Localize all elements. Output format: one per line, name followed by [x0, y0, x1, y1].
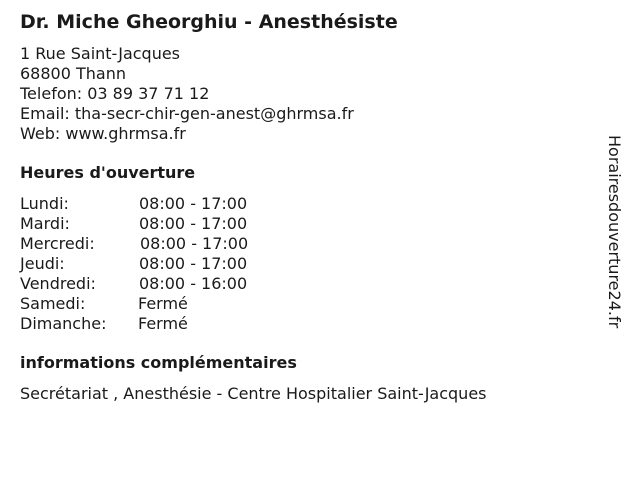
hours-row-tuesday [20, 214, 320, 234]
hours-value: 08:00 - 17:00 [139, 214, 248, 233]
site-watermark-text: Horairesdouverture24.fr [605, 135, 624, 329]
hours-value: 08:00 - 16:00 [139, 274, 248, 293]
contact-block [20, 44, 354, 144]
hours-value: 08:00 - 17:00 [139, 194, 248, 213]
hours-row-wednesday [20, 234, 320, 254]
hours-value: Fermé [138, 314, 188, 333]
hours-value: 08:00 - 17:00 [140, 234, 249, 253]
opening-hours-heading: Heures d'ouverture [20, 163, 196, 182]
email-address: Email: tha-secr-chir-gen-anest@ghrmsa.fr [20, 104, 354, 123]
hours-value: Fermé [138, 294, 188, 313]
day-label: Jeudi: [20, 254, 65, 273]
day-label: Dimanche: [20, 314, 107, 333]
phone-number: Telefon: 03 89 37 71 12 [20, 84, 210, 103]
hours-row-sunday [20, 314, 320, 334]
hours-row-thursday [20, 254, 320, 274]
opening-hours-list [20, 194, 320, 334]
day-label: Mercredi: [20, 234, 95, 253]
page-title: Dr. Miche Gheorghiu - Anesthésiste [20, 11, 398, 33]
day-label: Samedi: [20, 294, 86, 313]
street-address: 1 Rue Saint-Jacques [20, 44, 181, 63]
additional-info-heading: informations complémentaires [20, 353, 297, 372]
day-label: Lundi: [20, 194, 69, 213]
hours-row-friday [20, 274, 320, 294]
hours-row-monday [20, 194, 320, 214]
day-label: Vendredi: [20, 274, 96, 293]
city-postal-code: 68800 Thann [20, 64, 126, 83]
day-label: Mardi: [20, 214, 70, 233]
hours-value: 08:00 - 17:00 [139, 254, 248, 273]
additional-info-text: Secrétariat , Anesthésie - Centre Hospitalier Saint-Jacques [20, 384, 487, 403]
website-address: Web: www.ghrmsa.fr [20, 124, 186, 143]
hours-row-saturday [20, 294, 320, 314]
